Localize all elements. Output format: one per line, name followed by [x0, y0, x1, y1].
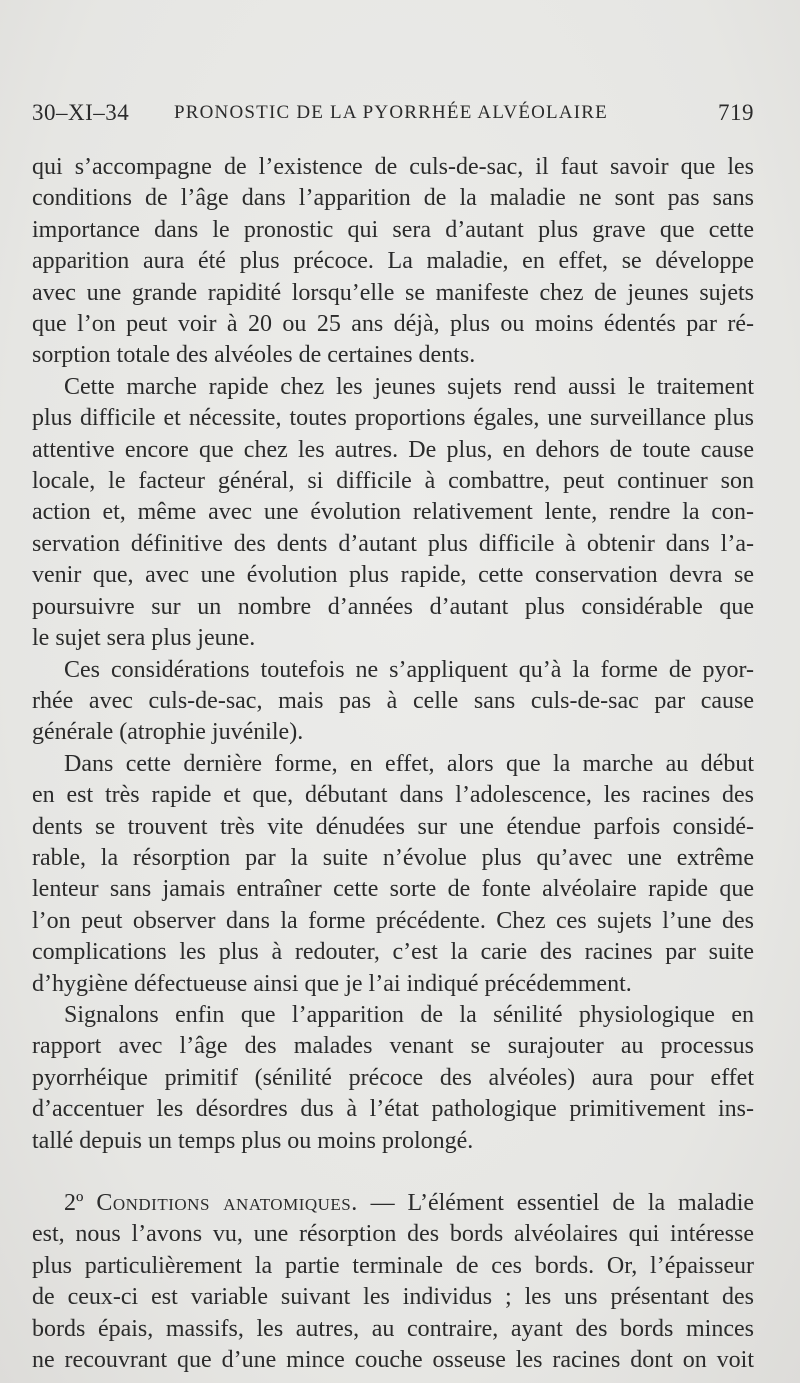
text-line: ne recouvrant que d’une mince couche osseuse les racines dont on voit: [32, 1347, 754, 1374]
section-anatomical-conditions: [32, 1188, 754, 1376]
text-line: sorption totale des alvéoles de certaines dents.: [32, 342, 476, 369]
section-first-line: [32, 1188, 754, 1219]
text-line: avec une grande rapidité lorsqu’elle se manifeste chez de jeunes sujets: [32, 279, 754, 306]
text-line: Dans cette dernière forme, en effet, alors que la marche au début: [64, 750, 754, 777]
paragraph-3: [32, 655, 754, 749]
paragraph-2: [32, 372, 754, 655]
text-line: poursuivre sur un nombre d’années d’autant plus considérable que: [32, 593, 754, 620]
text-line: plus difficile et nécessite, toutes proportions égales, une surveillance plus: [32, 405, 754, 432]
text-line: Signalons enfin que l’apparition de la sénilité physiologique en: [64, 1001, 754, 1028]
text-line: action et, même avec une évolution relativement lente, rendre la con-: [32, 499, 754, 526]
text-line: lenteur sans jamais entraîner cette sorte de fonte alvéolaire rapide que: [32, 876, 754, 903]
text-line: en est très rapide et que, débutant dans l’adolescence, les racines des: [32, 782, 754, 809]
text-line: attentive encore que chez les autres. De plus, en dehors de toute cause: [32, 436, 754, 463]
section-heading: Conditions anatomiques.: [96, 1190, 358, 1216]
paragraph-5: [32, 1000, 754, 1157]
text-line: complications les plus à redouter, c’est la carie des racines par suite: [32, 939, 754, 966]
paragraph-4: [32, 749, 754, 1000]
paragraph-1: [32, 152, 754, 372]
text-line: que l’on peut voir à 20 ou 25 ans déjà, plus ou moins édentés par ré-: [32, 311, 754, 338]
text-line: locale, le facteur général, si difficile à combattre, peut continuer son: [32, 468, 754, 495]
text-line: conditions de l’âge dans l’apparition de la maladie ne sont pas sans: [32, 185, 754, 212]
text-line: le sujet sera plus jeune.: [32, 625, 256, 652]
text-line: qui s’accompagne de l’existence de culs-de-sac, il faut savoir que les: [32, 154, 754, 180]
text-line: d’accentuer les désordres dus à l’état pathologique primitivement ins-: [32, 1096, 754, 1123]
text-line: tallé depuis un temps plus ou moins prolongé.: [32, 1127, 474, 1154]
text-line: rhée avec culs-de-sac, mais pas à celle sans culs-de-sac par cause: [32, 687, 754, 714]
text-line: d’hygiène défectueuse ainsi que je l’ai indiqué précédemment.: [32, 970, 632, 997]
text-line: Cette marche rapide chez les jeunes sujets rend aussi le traitement: [64, 373, 754, 400]
text-line: pyorrhéique primitif (sénilité précoce des alvéoles) aura pour effet: [32, 1064, 754, 1091]
text-line: Ces considérations toutefois ne s’appliquent qu’à la forme de pyor-: [64, 656, 754, 683]
header-title: PRONOSTIC DE LA PYORRHÉE ALVÉOLAIRE: [174, 102, 608, 123]
header-date: 30–XI–34: [32, 100, 130, 125]
text-line: dents se trouvent très vite dénudées sur une étendue parfois considé-: [32, 813, 754, 840]
text-line: bords épais, massifs, les autres, au contraire, ayant des bords minces: [32, 1315, 754, 1342]
text-line: servation définitive des dents d’autant plus difficile à obtenir dans l’a-: [32, 530, 754, 557]
text-line: est, nous l’avons vu, une résorption des bords alvéolaires qui intéresse: [32, 1221, 754, 1248]
text-line: apparition aura été plus précoce. La maladie, en effet, se développe: [32, 248, 754, 275]
text-line: importance dans le pronostic qui sera d’autant plus grave que cette: [32, 216, 754, 243]
section-first-line-text: — L’élément essentiel de la maladie: [357, 1190, 755, 1216]
section-number: 2º: [64, 1190, 84, 1216]
text-line: de ceux-ci est variable suivant les individus ; les uns présentant des: [32, 1284, 754, 1311]
page-number: 719: [718, 100, 754, 125]
text-line: rable, la résorption par la suite n’évolue plus qu’avec une extrême: [32, 844, 754, 871]
section-gap: [32, 1157, 754, 1188]
running-head: [32, 100, 754, 136]
text-line: rapport avec l’âge des malades venant se surajouter au processus: [32, 1033, 754, 1060]
body-text: [32, 152, 754, 1376]
text-line: plus particulièrement la partie terminale de ces bords. Or, l’épaisseur: [32, 1252, 754, 1279]
text-line: venir que, avec une évolution plus rapide, cette conservation devra se: [32, 562, 754, 589]
text-line: générale (atrophie juvénile).: [32, 719, 304, 746]
text-line: l’on peut observer dans la forme précédente. Chez ces sujets l’une des: [32, 907, 754, 934]
